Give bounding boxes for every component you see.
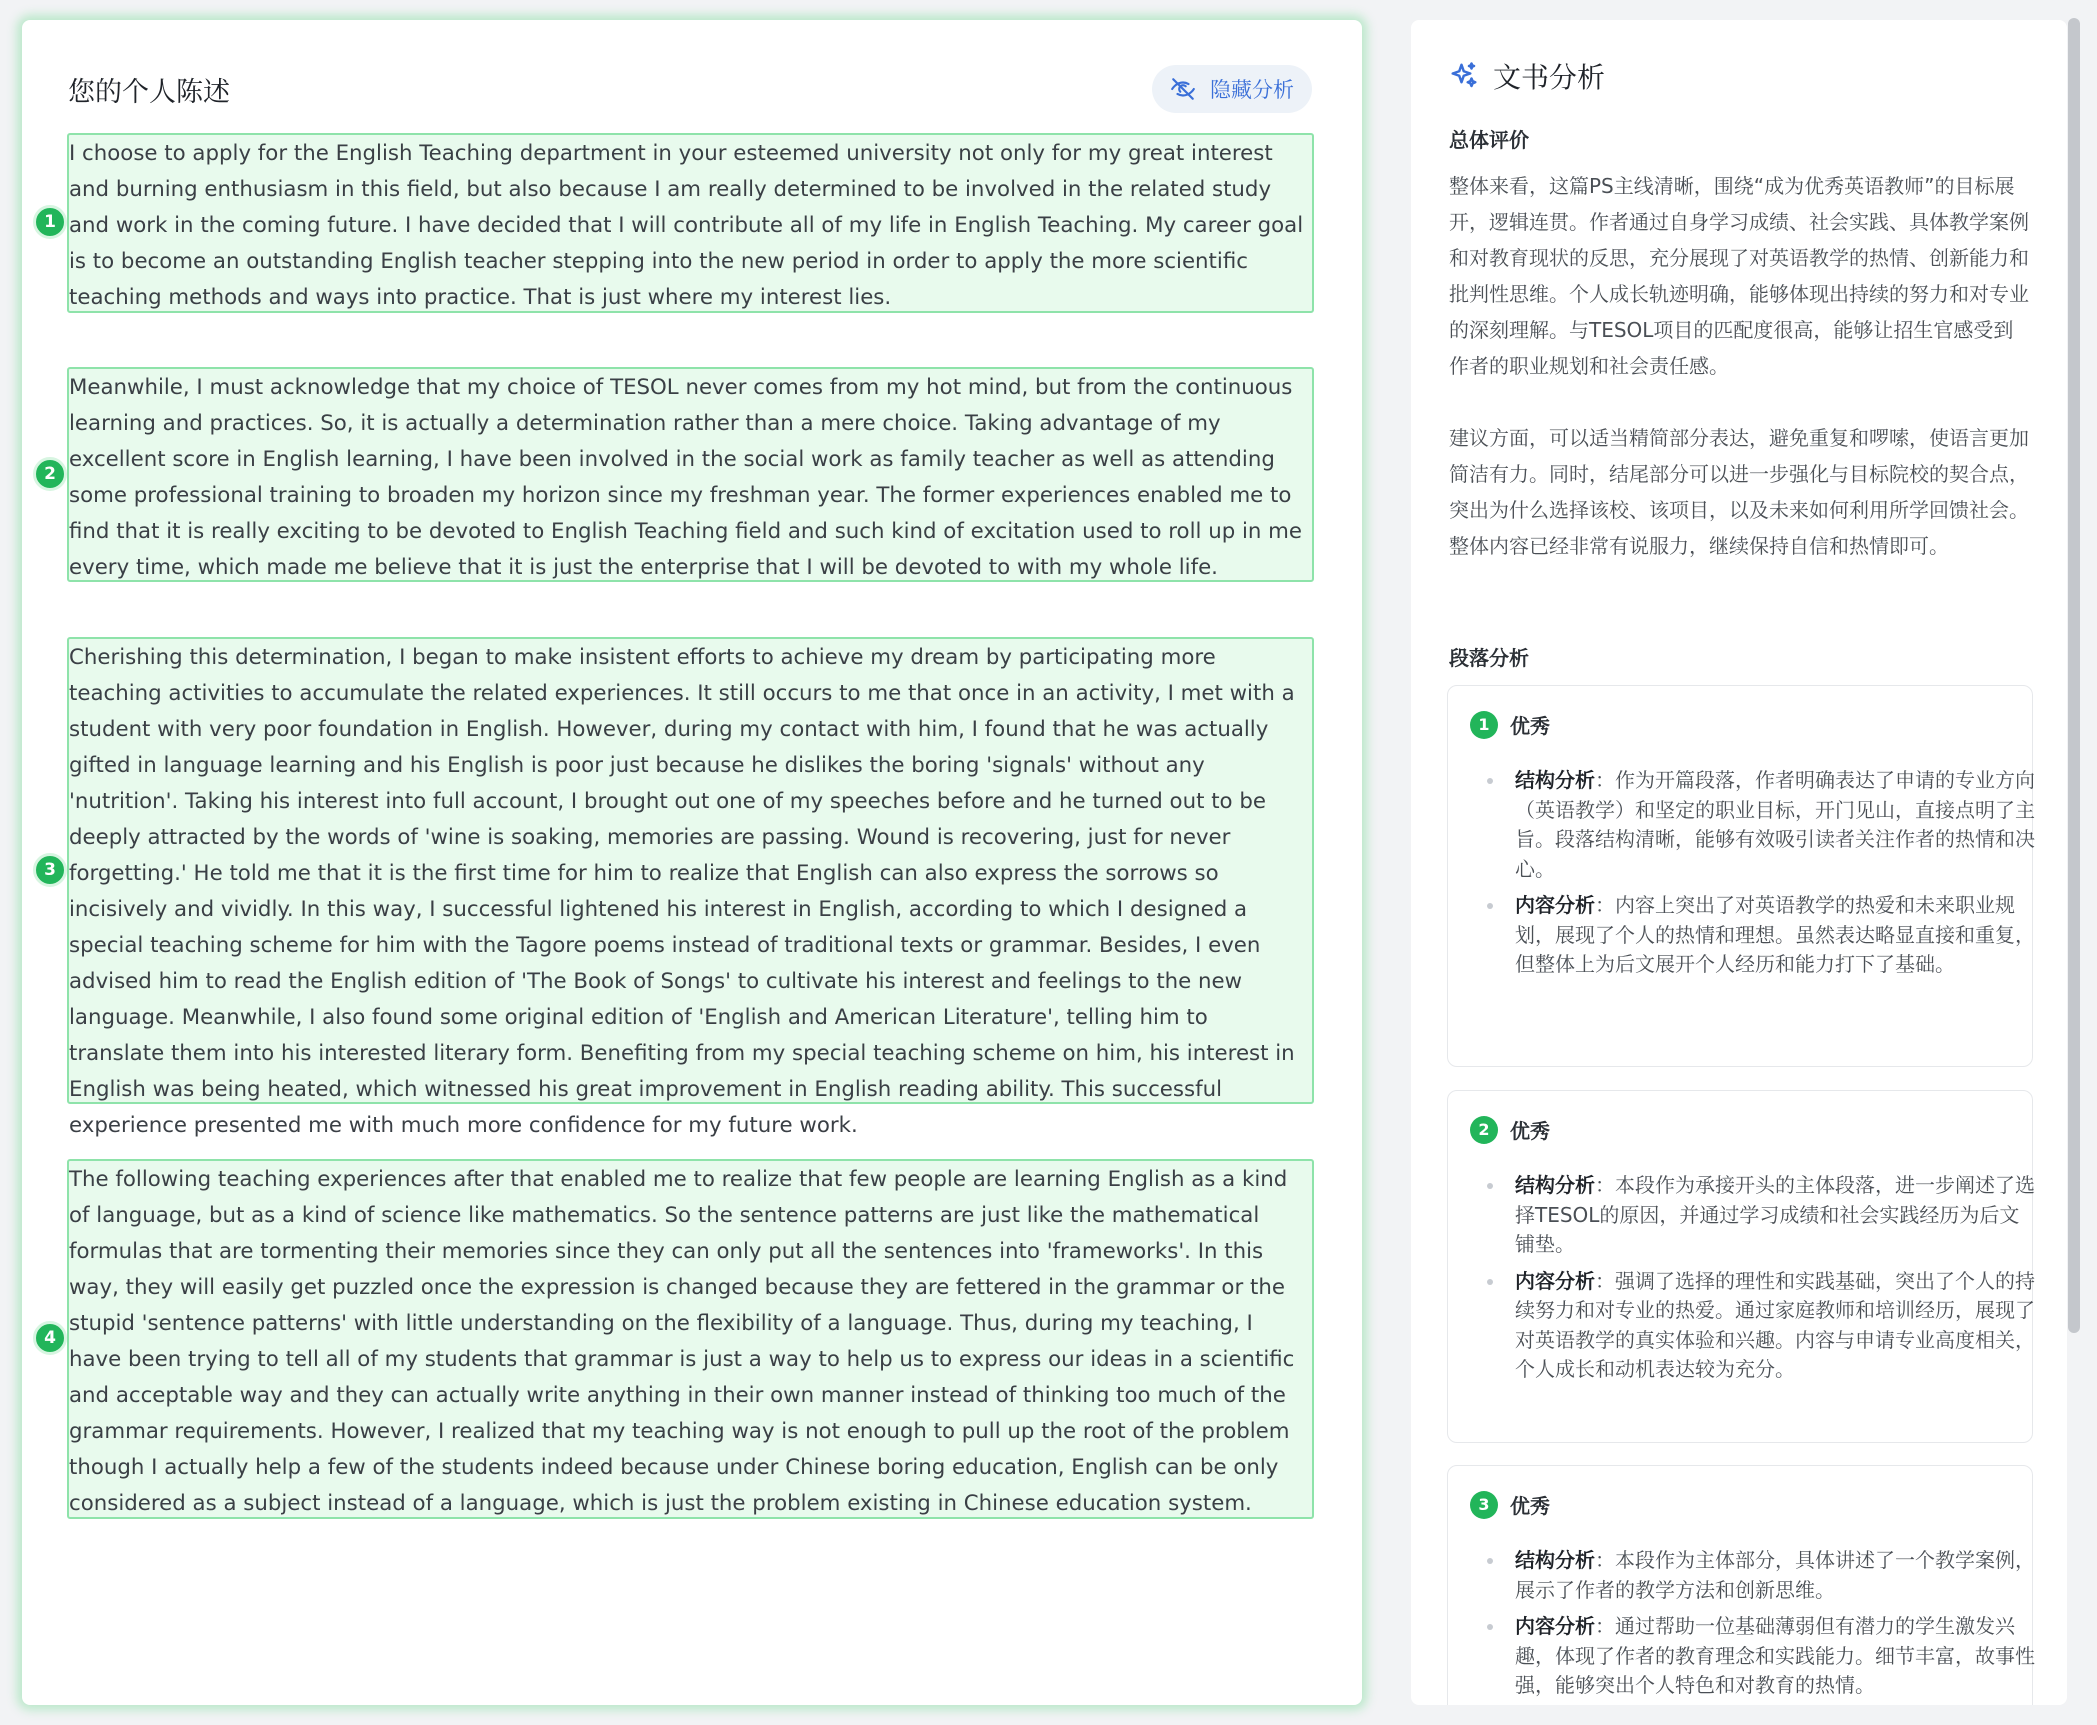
essay-paragraph-3[interactable]	[44, 637, 1314, 1138]
content-text: ：强调了选择的理性和实践基础，突出了个人的持续努力和对专业的热爱。通过家庭教师和培训经历，展现了对英语教学的真实体验和兴趣。内容与申请专业高度相关，个人成长和动机表达较为充分。	[1515, 1268, 2035, 1381]
card-header	[1470, 710, 1550, 739]
paragraph-analysis-label: 段落分析	[1449, 646, 1529, 670]
structure-label: 结构分析	[1515, 1548, 1595, 1572]
essay-title: 您的个人陈述	[68, 77, 230, 108]
paragraph-text: Meanwhile, I must acknowledge that my choice of TESOL never comes from my hot mind, but from the continuous learning and practices. So, it is actually a determination rather than a mere choice. Taking advantage of my excellent score in English learning, I have been involved in the social work as family teacher as well as attending some professional training to broaden my horizon since my freshman year. The former experiences enabled me to find that it is really exciting to be devoted to English Teaching field and such kind of excitation used to roll up in me every time, which made me believe that it is just the enterprise that I will be devoted to with my whole life.	[69, 375, 1303, 580]
card-grade: 优秀	[1510, 1494, 1550, 1518]
hide-analysis-label: 隐藏分析	[1210, 78, 1294, 102]
card-analysis-list	[1470, 1546, 2037, 1705]
sparkles-icon	[1449, 61, 1479, 91]
structure-label: 结构分析	[1515, 768, 1595, 792]
content-analysis	[1515, 1612, 2037, 1701]
card-analysis-list	[1470, 1171, 2037, 1392]
card-header	[1470, 1490, 1550, 1519]
card-number-badge: 2	[1470, 1116, 1498, 1144]
overall-label: 总体评价	[1449, 128, 1529, 152]
paragraph-number-badge: 2	[33, 457, 67, 491]
card-grade: 优秀	[1510, 1119, 1550, 1143]
analysis-scrollbar[interactable]	[2068, 18, 2080, 1333]
essay-panel	[22, 20, 1362, 1705]
analysis-title-text: 文书分析	[1493, 61, 1606, 94]
content-text: ：通过帮助一位基础薄弱但有潜力的学生激发兴趣，体现了作者的教育理念和实践能力。细节丰富，故事性强，能够突出个人特色和对教育的热情。	[1515, 1614, 2035, 1697]
analysis-title	[1449, 56, 1605, 96]
hide-analysis-button[interactable]	[1152, 65, 1312, 113]
analysis-panel[interactable]	[1411, 20, 2067, 1705]
content-label: 内容分析	[1515, 1614, 1595, 1638]
content-analysis	[1515, 1267, 2037, 1385]
essay-paragraph-1[interactable]	[44, 133, 1314, 313]
structure-analysis	[1515, 1546, 2037, 1605]
content-analysis	[1515, 891, 2037, 980]
paragraph-number-badge: 1	[33, 205, 67, 239]
card-header	[1470, 1115, 1550, 1144]
overall-paragraph-1: 整体来看，这篇PS主线清晰，围绕“成为优秀英语教师”的目标展开，逻辑连贯。作者通过自身学习成绩、社会实践、具体教学案例和对教育现状的反思，充分展现了对英语教学的热情、创新能力和批判性思维。个人成长轨迹明确，能够体现出持续的努力和对专业的深刻理解。与TESOL项目的匹配度很高，能够让招生官感受到作者的职业规划和社会责任感。	[1449, 174, 2029, 378]
structure-analysis	[1515, 1171, 2037, 1260]
paragraph-number-badge: 4	[33, 1321, 67, 1355]
structure-label: 结构分析	[1515, 1173, 1595, 1197]
card-analysis-list	[1470, 766, 2037, 987]
paragraph-text: The following teaching experiences after that enabled me to realize that few people are learning English as a kind of language, but as a kind of science like mathematics. So the sentence patterns are just like the mathematical formulas that are tormenting their memories since they can only put all the sentences into 'frameworks'. In this way, they will easily get puzzled once the expression is changed because they are fettered in the grammar or the stupid 'sentence patterns' with little understanding on the flexibility of a language. Thus, during my teaching, I have been trying to tell all of my students that grammar is just a way to help us to express our ideas in a scientific and acceptable way and they can actually write anything in their own manner instead of thinking too much of the grammar requirements. However, I realized that my teaching way is not enough to pull up the root of the problem though I actually help a few of the students indeed because under Chinese boring education, English can be only considered as a subject instead of a language, which is just the problem existing in Chinese education system.	[69, 1167, 1295, 1516]
structure-text: ：本段作为承接开头的主体段落，进一步阐述了选择TESOL的原因，并通过学习成绩和社会实践经历为后文铺垫。	[1515, 1173, 2035, 1256]
overall-evaluation	[1449, 168, 2031, 564]
essay-paragraph-2[interactable]	[44, 367, 1314, 582]
paragraph-number-badge: 3	[33, 853, 67, 887]
content-text: ：内容上突出了对英语教学的热爱和未来职业规划，展现了个人的热情和理想。虽然表达略显直接和重复，但整体上为后文展开个人经历和能力打下了基础。	[1515, 893, 2035, 976]
overall-paragraph-2: 建议方面，可以适当精简部分表达，避免重复和啰嗦，使语言更加简洁有力。同时，结尾部分可以进一步强化与目标院校的契合点，突出为什么选择该校、该项目，以及未来如何利用所学回馈社会。整体内容已经非常有说服力，继续保持自信和热情即可。	[1449, 426, 2029, 558]
structure-text: ：作为开篇段落，作者明确表达了申请的专业方向（英语教学）和坚定的职业目标，开门见山，直接点明了主旨。段落结构清晰，能够有效吸引读者关注作者的热情和决心。	[1515, 768, 2035, 881]
content-label: 内容分析	[1515, 893, 1595, 917]
structure-analysis	[1515, 766, 2037, 884]
card-number-badge: 1	[1470, 711, 1498, 739]
paragraph-card-3	[1447, 1465, 2033, 1705]
paragraph-text: I choose to apply for the English Teaching department in your esteemed university not only for my great interest and burning enthusiasm in this field, but also because I am really determined to be involved in the related study and work in the coming future. I have decided that I will contribute all of my life in English Teaching. My career goal is to become an outstanding English teacher stepping into the new period in order to apply the more scientific teaching methods and ways into practice. That is just where my interest lies.	[69, 141, 1304, 310]
content-label: 内容分析	[1515, 1268, 1595, 1293]
essay-paragraph-4[interactable]	[44, 1159, 1314, 1519]
paragraph-text: Cherishing this determination, I began to make insistent efforts to achieve my dream by participating more teaching activities to accumulate the related experiences. It still occurs to me that once in an activity, I met with a student with very poor foundation in English. However, during my contact with him, I found that he was actually gifted in language learning and his English is poor just because he dislikes the boring 'signals' without any 'nutrition'. Taking his interest into full account, I brought out one of my speeches before and he turned out to be deeply attracted by the words of 'wine is soaking, memories are passing. Wound is recovering, just for never forgetting.' He told me that it is the first time for him to realize that English can also express the sorrows so incisively and vividly. In this way, I successful lightened his interest in English, according to which I designed a special teaching scheme for him with the Tagore poems instead of traditional texts or grammar. Besides, I even advised him to read the English edition of 'The Book of Songs' to cultivate his interest and feelings to the new language. Meanwhile, I also found some original edition of 'English and American Literature', telling him to translate them into his interested literary form. Benefiting from my special teaching scheme on him, his interest in English was being heated, which witnessed his great improvement in English reading ability. This successful experience presented me with much more confidence for my future work.	[69, 645, 1295, 1138]
paragraph-card-1	[1447, 685, 2033, 1067]
card-grade: 优秀	[1510, 714, 1550, 738]
structure-text: ：本段作为主体部分，具体讲述了一个教学案例，展示了作者的教学方法和创新思维。	[1515, 1548, 2035, 1602]
paragraph-card-2	[1447, 1090, 2033, 1443]
card-number-badge: 3	[1470, 1491, 1498, 1519]
eye-off-icon	[1170, 76, 1196, 102]
